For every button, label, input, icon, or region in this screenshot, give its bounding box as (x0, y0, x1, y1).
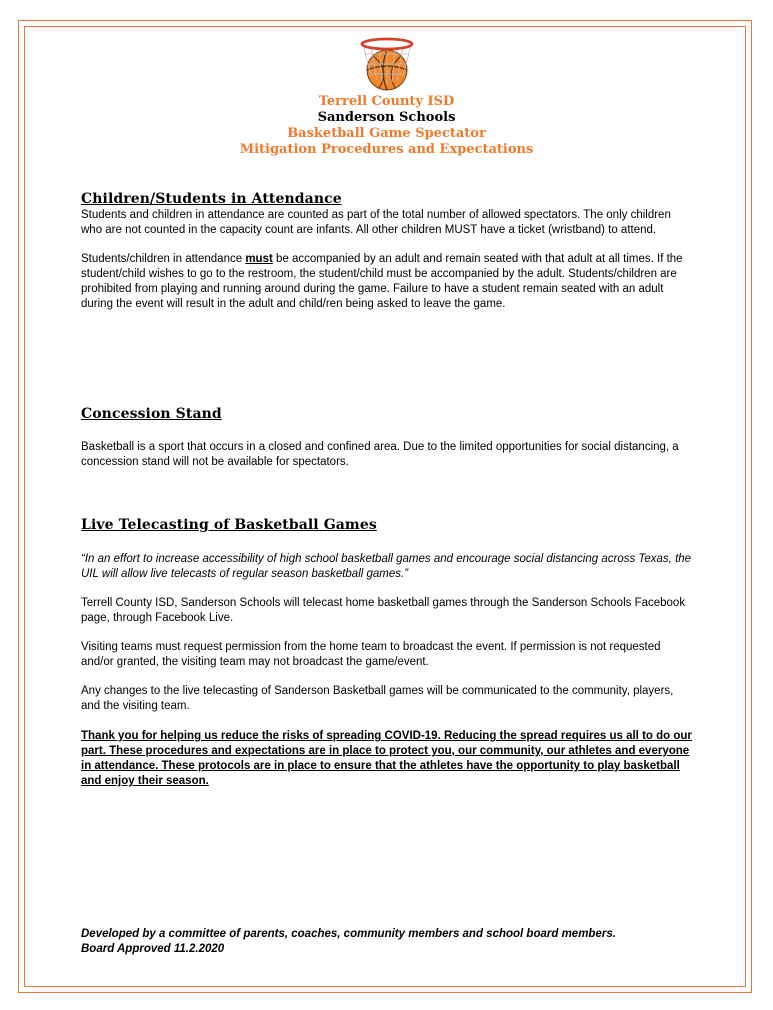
thank-you-statement: Thank you for helping us reduce the risks of spreading COVID-19. Reducing the spread requires us all to do our part. These procedures and expectations are in place to protect you, our community, our athletes and everyone in attendance. These protocols are in place to ensure that the athletes have the opportunity to play basketball and enjoy their season. (81, 730, 692, 787)
paragraph: Terrell County ISD, Sanderson Schools will telecast home basketball games through the Sanderson Schools Facebook page, through Facebook Live. (81, 597, 686, 624)
paragraph-text: Students/children in attendance (81, 253, 246, 265)
section-heading: Children/Students in Attendance (81, 191, 342, 207)
section-concession (81, 405, 693, 470)
uil-quote: “In an effort to increase accessibility of high school basketball games and encourage social distancing across Texas, the UIL will allow live telecasts of regular season basketball games.” (81, 553, 692, 580)
title-line-2: Mitigation Procedures and Expectations (239, 142, 534, 157)
paragraph: Students and children in attendance are counted as part of the total number of allowed spectators. The only children who are not counted in the capacity count are infants. All other children MUST have a ticket (wristband) to attend. (81, 209, 671, 236)
paragraph: Basketball is a sport that occurs in a closed and confined area. Due to the limited opportunities for social distancing, a concession stand will not be available for spectators. (81, 441, 679, 468)
school-name: Sanderson Schools (317, 110, 456, 125)
section-heading: Concession Stand (81, 406, 222, 422)
footer-committee: Developed by a committee of parents, coaches, community members and school board members. (81, 928, 616, 940)
footer-approved: Board Approved 11.2.2020 (81, 943, 225, 955)
emphasis-text: must (245, 253, 273, 265)
section-children (81, 190, 693, 312)
paragraph-text: be accompanied by an adult and remain seated with that adult at all times. If the student/child wishes to go to the restroom, the student/child must be accompanied by the adult. Students/children are prohibited from playing and running around during the game. Failure to have a student remain seated with an adult during the event will result in the adult and child/ren being asked to leave the game. (81, 253, 683, 310)
document-header (0, 94, 773, 158)
title-line-1: Basketball Game Spectator (287, 126, 486, 141)
basketball-hoop-icon (357, 36, 417, 98)
page-border-inner (24, 26, 746, 987)
paragraph: Visiting teams must request permission from the home team to broadcast the event. If permission is not requested and/or granted, the visiting team may not broadcast the game/event. (81, 641, 661, 668)
section-telecast (81, 516, 693, 789)
footer (81, 927, 693, 957)
paragraph: Any changes to the live telecasting of Sanderson Basketball games will be communicated to the community, players, and the visiting team. (81, 685, 674, 712)
paragraph (81, 252, 693, 312)
section-heading: Live Telecasting of Basketball Games (81, 517, 377, 533)
district-name: Terrell County ISD (318, 94, 455, 109)
